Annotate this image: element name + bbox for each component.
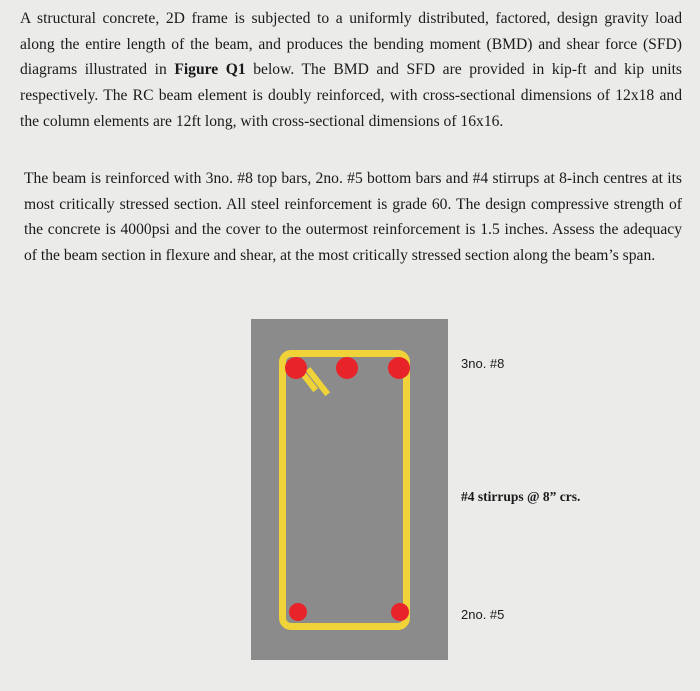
problem-paragraph-2: The beam is reinforced with 3no. #8 top bars, 2no. #5 bottom bars and #4 stirrups at 8-inch centres at its most critically stressed section. All steel reinforcement is grade 60. The design compressive strength of the concrete is 4000psi and the cover to the outermost reinforcement is 1.5 inches. Assess the adequacy of the beam section in flexure and shear, at the most critically stressed section along the beam’s span.	[24, 170, 682, 265]
bottom-rebar	[289, 603, 307, 621]
top-rebar	[285, 357, 307, 379]
problem-paragraph-1	[20, 6, 682, 135]
bottom-bars-label: 2no. #5	[461, 607, 505, 622]
top-rebar	[336, 357, 358, 379]
stirrups-label: #4 stirrups @ 8” crs.	[461, 489, 581, 504]
paragraph-1-text-a: A structural concrete, 2D frame is subjected to a uniformly distributed, factored, design gravity load along the entire length of the beam, and produces the bending moment (BMD) and shear force (SFD) diagrams illustrated in	[20, 10, 682, 79]
top-rebar	[388, 357, 410, 379]
paragraph-1-text-b: below. The BMD and SFD are provided in kip-ft and kip units respectively. The RC beam element is doubly reinforced, with cross-sectional dimensions of 12x18 and the column elements are 12ft long, with cross-sectional dimensions of 16x16.	[20, 61, 682, 130]
figure-reference: Figure Q1	[174, 61, 246, 79]
bottom-rebar	[391, 603, 409, 621]
top-bars-label: 3no. #8	[461, 356, 505, 371]
stirrup-outline	[279, 350, 410, 630]
